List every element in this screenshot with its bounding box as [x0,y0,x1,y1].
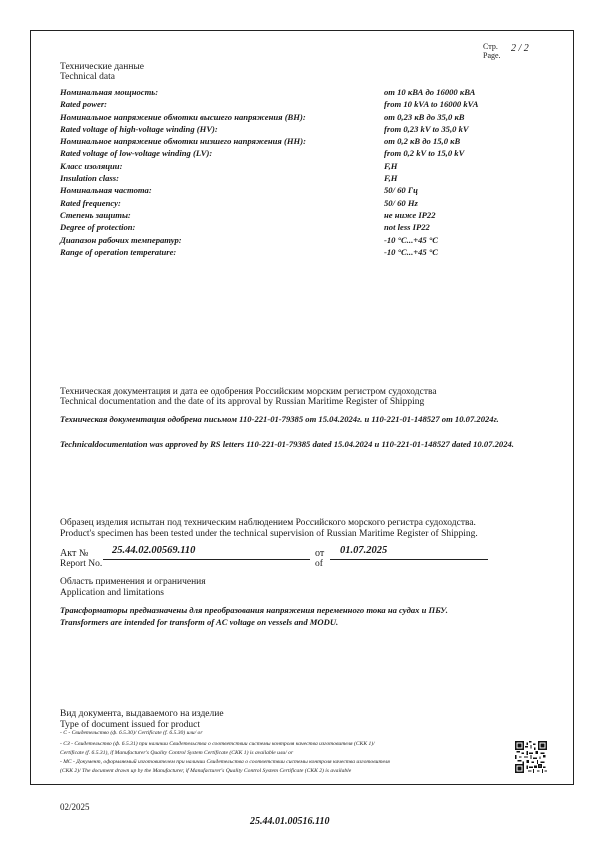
act-label-en: Report No. [60,559,103,569]
spec-value: от 0,2 кВ до 15,0 кВ [384,136,461,147]
spec-value: from 10 kVA to 16000 kVA [384,99,479,110]
of-label-en: of [315,559,323,569]
spec-row [60,98,540,110]
spec-row [60,111,540,123]
specimen-text-en: Product's specimen has been tested under the technical supervision of Russian Maritime Register of Shipping. [60,529,478,539]
tech-data-title-ru: Технические данные [60,62,145,72]
tech-doc-text-en: Technicaldocumentation was approved by RS letters 110-221-01-79385 dated 15.04.2024 и 110-221-01-148527 dated 10.07.2024. [60,439,514,449]
spec-label: Range of operation temperature: [60,246,177,257]
specimen-text-ru: Образец изделия испытан под техническим наблюдением Российского морского регистра судоходства. [60,518,476,528]
spec-label: Insulation class: [60,173,119,184]
spec-label: Степень защиты: [60,209,131,220]
spec-value: F,H [384,160,398,171]
spec-row [60,184,540,196]
act-number: 25.44.02.00569.110 [112,545,196,556]
spec-value: от 10 кВА до 16000 кВА [384,87,476,97]
spec-row [60,86,540,98]
spec-value: F,H [384,173,398,184]
tech-doc-text-ru: Техническая документация одобрена письмом 110-221-01-79385 от 15.04.2024г. и 110-221-01-148527 от 10.07.2024г. [60,414,499,424]
spec-label: Rated frequency: [60,197,121,208]
spec-row [60,135,540,147]
page-label-en: Page. [483,51,501,60]
spec-row [60,123,540,135]
spec-value: 50/ 60 Гц [384,185,418,196]
application-title-en: Application and limitations [60,588,164,598]
spec-label: Класс изоляции: [60,160,123,171]
act-date-line [330,559,488,560]
doc-type-line-1: - С - Свидетельство (ф. 6.5.30)/ Certificate (f. 6.5.30) или/ or [60,730,203,736]
spec-value: -10 °C...+45 °C [384,246,439,257]
spec-label: Номинальная мощность: [60,87,159,97]
application-text-en: Transformers are intended for transform of AC voltage on vessels and MODU. [60,617,339,627]
spec-label: Rated voltage of low-voltage winding (LV): [60,148,213,159]
spec-value: not less IP22 [384,222,430,233]
act-label-ru: Акт № [60,548,89,559]
tech-doc-title-en: Technical documentation and the date of its approval by Russian Maritime Register of Shipping [60,397,425,407]
spec-row [60,147,540,159]
spec-label: Degree of protection: [60,222,136,233]
spec-value: 50/ 60 Hz [384,197,418,208]
doc-type-line-4: - МС - Документ, оформляемый изготовителем при наличии Свидетельства о соответствии системы контроля качества изготовителя [60,759,390,765]
spec-label: Rated voltage of high-voltage winding (HV): [60,123,218,134]
of-label-ru: от [315,548,325,559]
spec-label: Номинальная частота: [60,185,152,196]
spec-value: from 0,2 kV to 15,0 kV [384,148,465,159]
tech-data-title-en: Technical data [60,72,115,82]
tech-doc-title-ru: Техническая документация и дата ее одобрения Российским морским регистром судоходства [60,387,437,397]
act-number-line [103,559,310,560]
doc-type-title-ru: Вид документа, выдаваемого на изделие [60,709,224,719]
doc-type-line-5: (СКК 2)/ The document drawn up by the Manufacturer, if Manufacturer's Quality Control System Certificate (СКК 2) is available [60,768,352,774]
spec-row [60,246,540,258]
page-number: 2 / 2 [511,43,529,54]
spec-value: -10 °C...+45 °C [384,234,439,245]
spec-row [60,234,540,246]
page-indicator [483,42,529,60]
doc-type-line-3: Certificate (f. 6.5.31), if Manufacturer's Quality Control System Certificate (СКК 1) is available или/ or [60,750,294,756]
spec-row [60,160,540,172]
spec-value: from 0,23 kV to 35,0 kV [384,123,469,134]
spec-label: Номинальное напряжение обмотки низшего напряжения (НН): [60,136,306,147]
spec-row [60,197,540,209]
spec-label: Rated power: [60,99,108,110]
doc-type-line-2: - СЗ - Свидетельство (ф. 6.5.31) при наличии Свидетельства о соответствии системы контроля качества изготовителя (СКК 1)/ [60,741,375,747]
qr-code-icon [515,741,547,773]
document-number: 25.44.01.00516.110 [250,816,330,827]
spec-value: не ниже IP22 [384,209,436,220]
spec-row [60,209,540,221]
spec-label: Диапазон рабочих температур: [60,234,182,245]
form-code: 02/2025 [60,802,90,812]
act-date: 01.07.2025 [340,545,388,556]
spec-row [60,172,540,184]
doc-type-title-en: Type of document issued for product [60,720,200,730]
application-title-ru: Область применения и ограничения [60,577,206,587]
spec-table [60,86,540,258]
application-text-ru: Трансформаторы предназначены для преобразования напряжения переменного тока на судах и ПБУ. [60,605,448,615]
spec-row [60,221,540,233]
page-label-ru: Стр. [483,42,498,51]
spec-value: от 0,23 кВ до 35,0 кВ [384,111,465,122]
spec-label: Номинальное напряжение обмотки высшего напряжения (ВН): [60,111,306,122]
